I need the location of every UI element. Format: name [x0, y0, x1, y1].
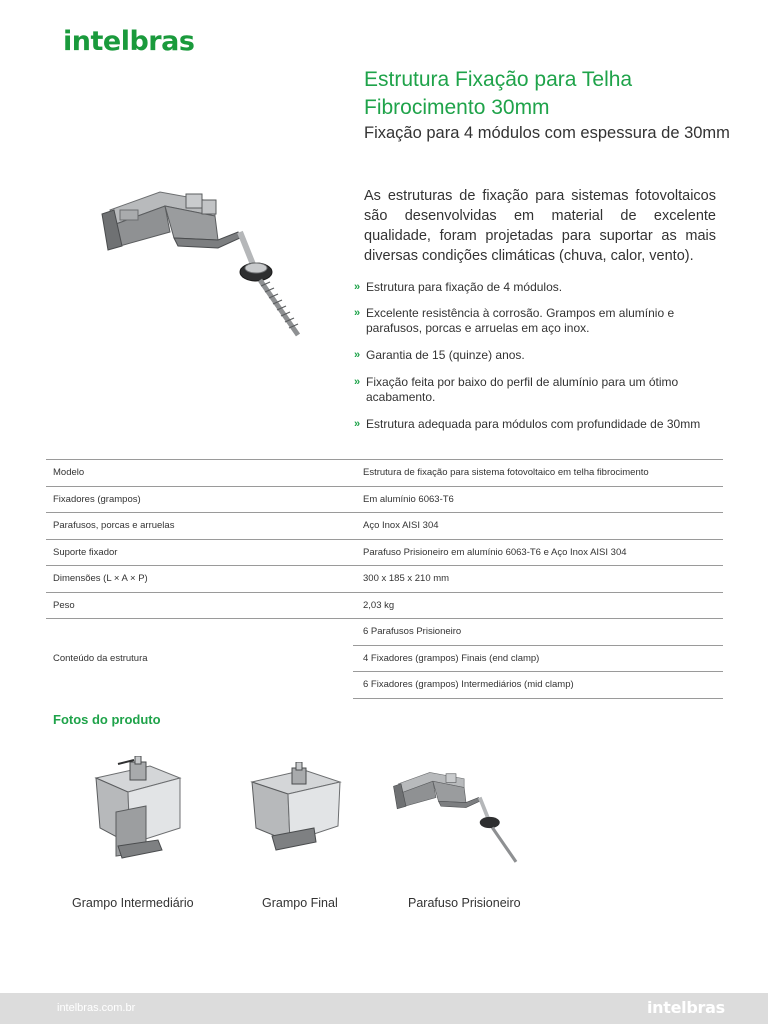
feature-list	[354, 280, 714, 444]
product-title: Estrutura Fixação para Telha Fibrocimento 30mm	[364, 68, 633, 119]
photo-caption: Parafuso Prisioneiro	[408, 896, 521, 910]
feature-item	[354, 306, 714, 336]
photo-hanger-bolt	[386, 760, 536, 870]
photos-section-title: Fotos do produto	[53, 712, 161, 727]
spec-label: Dimensões (L × A × P)	[46, 566, 353, 593]
spec-value: Aço Inox AISI 304	[353, 513, 723, 540]
feature-text: Estrutura adequada para módulos com profundidade de 30mm	[366, 417, 701, 431]
spec-value: 300 x 185 x 210 mm	[353, 566, 723, 593]
spec-value: 4 Fixadores (grampos) Finais (end clamp)	[353, 645, 723, 672]
table-row	[46, 486, 723, 513]
spec-label: Conteúdo da estrutura	[46, 619, 353, 699]
spec-label: Peso	[46, 592, 353, 619]
bullet-icon: »	[354, 281, 361, 293]
page-footer	[0, 993, 768, 1024]
photo-caption: Grampo Final	[262, 896, 338, 910]
brand-logo: intelbras	[63, 26, 195, 57]
table-row	[46, 539, 723, 566]
feature-item	[354, 280, 714, 295]
photo-end-clamp	[246, 762, 346, 856]
spec-value: 6 Fixadores (grampos) Intermediários (mid clamp)	[353, 672, 723, 699]
bullet-icon: »	[354, 418, 361, 430]
footer-url: intelbras.com.br	[57, 1002, 136, 1014]
table-row	[46, 592, 723, 619]
product-image-hanger-bolt	[90, 180, 330, 340]
spec-label: Modelo	[46, 460, 353, 487]
spec-value: Estrutura de fixação para sistema fotovoltaico em telha fibrocimento	[353, 460, 723, 487]
photo-caption: Grampo Intermediário	[72, 896, 194, 910]
photo-mid-clamp	[88, 756, 188, 862]
table-row	[46, 460, 723, 487]
bullet-icon: »	[354, 349, 361, 361]
table-row	[46, 566, 723, 593]
feature-item	[354, 375, 714, 405]
product-subtitle: Fixação para 4 módulos com espessura de 30mm	[364, 124, 730, 142]
feature-text: Estrutura para fixação de 4 módulos.	[366, 280, 563, 294]
bullet-icon: »	[354, 376, 361, 388]
feature-item	[354, 348, 714, 363]
bullet-icon: »	[354, 307, 361, 319]
table-row	[46, 513, 723, 540]
feature-text: Fixação feita por baixo do perfil de alumínio para um ótimo acabamento.	[366, 375, 679, 404]
spec-value: 6 Parafusos Prisioneiro	[353, 619, 723, 646]
spec-value: Parafuso Prisioneiro em alumínio 6063-T6 e Aço Inox AISI 304	[353, 539, 723, 566]
spec-value: 2,03 kg	[353, 592, 723, 619]
feature-text: Garantia de 15 (quinze) anos.	[366, 348, 525, 362]
table-row	[46, 619, 723, 646]
spec-label: Fixadores (grampos)	[46, 486, 353, 513]
feature-item	[354, 417, 714, 432]
spec-table	[46, 459, 723, 699]
footer-logo: intelbras	[647, 998, 725, 1017]
spec-value: Em alumínio 6063-T6	[353, 486, 723, 513]
product-description: As estruturas de fixação para sistemas fotovoltaicos são desenvolvidas em material de excelente qualidade, foram projetadas para suportar as mais diversas condições climáticas (chuva, calor, vento).	[364, 188, 716, 264]
spec-label: Suporte fixador	[46, 539, 353, 566]
spec-label: Parafusos, porcas e arruelas	[46, 513, 353, 540]
feature-text: Excelente resistência à corrosão. Grampos em alumínio e parafusos, porcas e arruelas em aço inox.	[366, 306, 675, 335]
